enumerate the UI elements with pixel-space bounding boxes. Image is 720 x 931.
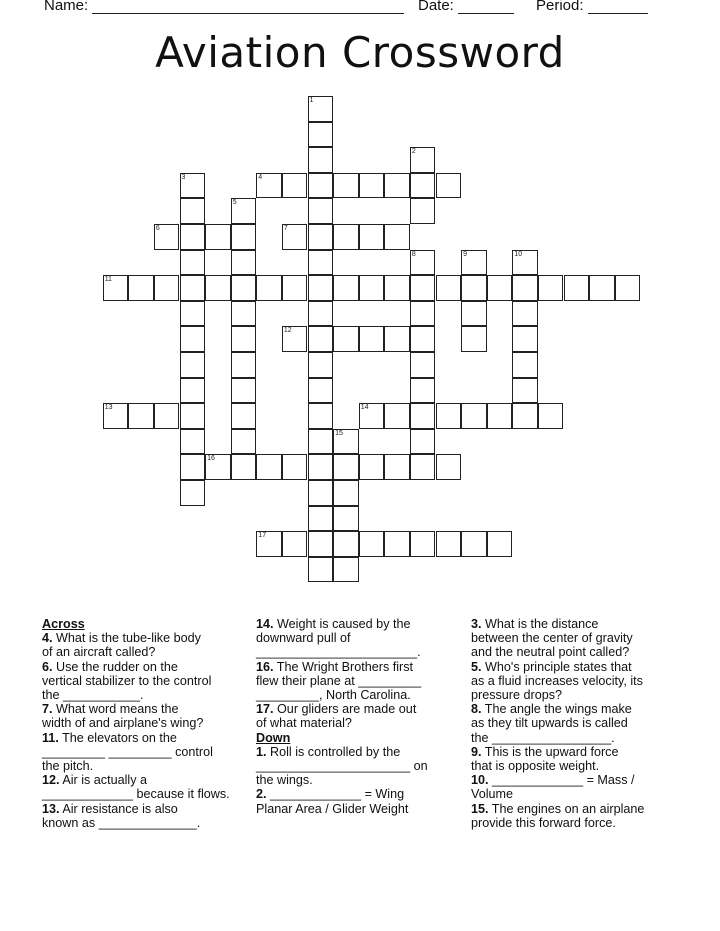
clue-text: vertical stabilizer to the control — [42, 673, 212, 688]
crossword-cell[interactable] — [410, 531, 436, 557]
crossword-cell[interactable] — [333, 224, 359, 250]
crossword-cell[interactable] — [384, 173, 410, 199]
date-label: Date: — [418, 0, 454, 14]
crossword-cell[interactable] — [308, 224, 334, 250]
clue-text: known as ______________. — [42, 815, 201, 830]
crossword-cell[interactable] — [487, 531, 513, 557]
clue-text: This is the upward force — [481, 744, 619, 759]
clue-number-label: 13. — [42, 801, 60, 816]
crossword-cell[interactable] — [410, 198, 436, 224]
clue-text: Air is actually a — [59, 773, 148, 788]
crossword-cell[interactable] — [308, 429, 334, 455]
crossword-cell[interactable] — [308, 275, 334, 301]
crossword-cell[interactable] — [333, 480, 359, 506]
crossword-cell[interactable] — [359, 454, 385, 480]
crossword-cell[interactable] — [308, 198, 334, 224]
clue-number: 10 — [514, 250, 523, 258]
clue-line — [471, 745, 691, 759]
clue-text: Planar Area / Glider Weight — [256, 801, 409, 816]
crossword-cell[interactable] — [410, 326, 436, 352]
crossword-cell[interactable] — [231, 224, 257, 250]
clue-number-label: 8. — [471, 702, 482, 717]
crossword-cell[interactable] — [410, 429, 436, 455]
crossword-cell[interactable] — [538, 403, 564, 429]
clue-line — [471, 660, 691, 674]
crossword-cell[interactable] — [461, 250, 487, 276]
clue-line — [42, 802, 252, 816]
crossword-cell[interactable] — [308, 326, 334, 352]
crossword-cell[interactable] — [461, 275, 487, 301]
crossword-cell[interactable] — [589, 275, 615, 301]
crossword-cell[interactable] — [410, 301, 436, 327]
crossword-cell[interactable] — [333, 429, 359, 455]
clue-number: 11 — [104, 276, 112, 284]
clue-number: 9 — [463, 250, 467, 258]
crossword-cell[interactable] — [154, 275, 180, 301]
crossword-cell[interactable] — [180, 173, 206, 199]
clue-line — [256, 617, 456, 631]
crossword-cell[interactable] — [205, 454, 231, 480]
crossword-cell[interactable] — [512, 301, 538, 327]
clue-text: ______________________ on — [256, 759, 428, 774]
clue-text: What word means the — [52, 702, 179, 717]
crossword-cell[interactable] — [410, 147, 436, 173]
crossword-cell[interactable] — [410, 378, 436, 404]
clue-line — [42, 688, 252, 702]
crossword-cell[interactable] — [256, 173, 282, 199]
crossword-cell[interactable] — [282, 173, 308, 199]
crossword-cell[interactable] — [410, 275, 436, 301]
crossword-cell[interactable] — [231, 198, 257, 224]
crossword-cell[interactable] — [384, 326, 410, 352]
crossword-cell[interactable] — [256, 454, 282, 480]
crossword-cell[interactable] — [205, 275, 231, 301]
crossword-cell[interactable] — [180, 198, 206, 224]
page-title: Aviation Crossword — [155, 28, 565, 77]
crossword-cell[interactable] — [180, 250, 206, 276]
clue-text: The elevators on the — [58, 730, 177, 745]
crossword-cell[interactable] — [333, 173, 359, 199]
crossword-cell[interactable] — [282, 531, 308, 557]
clue-text: Weight is caused by the — [273, 617, 411, 631]
clue-line — [256, 773, 456, 787]
crossword-cell[interactable] — [384, 454, 410, 480]
clue-line — [256, 787, 456, 801]
clue-line — [256, 674, 456, 688]
clue-line — [471, 787, 691, 801]
clue-number-label: 3. — [471, 617, 482, 631]
crossword-cell[interactable] — [154, 224, 180, 250]
crossword-cell[interactable] — [308, 378, 334, 404]
crossword-cell[interactable] — [308, 557, 334, 583]
crossword-cell[interactable] — [308, 531, 334, 557]
crossword-cell[interactable] — [461, 531, 487, 557]
crossword-cell[interactable] — [231, 403, 257, 429]
crossword-cell[interactable] — [308, 173, 334, 199]
crossword-cell[interactable] — [333, 454, 359, 480]
clue-text: as they tilt upwards is called — [471, 716, 628, 731]
crossword-cell[interactable] — [231, 326, 257, 352]
crossword-cell[interactable] — [308, 506, 334, 532]
clue-text: of an aircraft called? — [42, 645, 156, 660]
crossword-cell[interactable] — [436, 531, 462, 557]
clue-text: Use the rudder on the — [52, 659, 178, 674]
clue-text: the ___________. — [42, 688, 144, 703]
clue-line — [471, 645, 691, 659]
clue-number-label: 14. — [256, 617, 274, 631]
clue-number: 17 — [258, 532, 267, 540]
clue-line — [471, 816, 691, 830]
clue-line — [471, 631, 691, 645]
clue-number: 14 — [360, 404, 369, 412]
clue-line — [471, 773, 691, 787]
clue-number-label: 6. — [42, 659, 53, 674]
clue-number-label: 7. — [42, 702, 53, 717]
clue-line — [42, 731, 252, 745]
crossword-cell[interactable] — [384, 275, 410, 301]
crossword-cell[interactable] — [180, 429, 206, 455]
clue-line — [42, 674, 252, 688]
crossword-cell[interactable] — [180, 378, 206, 404]
clue-text: flew their plane at _________ — [256, 673, 422, 688]
crossword-cell[interactable] — [282, 224, 308, 250]
clue-number: 8 — [411, 250, 416, 258]
clue-line — [471, 617, 691, 631]
crossword-cell[interactable] — [180, 301, 206, 327]
clue-line — [256, 716, 456, 730]
clue-text: _________ _________ control — [42, 744, 213, 759]
clue-text: The Wright Brothers first — [273, 659, 414, 674]
clue-text: the pitch. — [42, 759, 94, 774]
crossword-cell[interactable] — [359, 275, 385, 301]
clue-text: Roll is controlled by the — [266, 744, 401, 759]
crossword-cell[interactable] — [308, 147, 334, 173]
crossword-cell[interactable] — [359, 224, 385, 250]
clue-line — [42, 660, 252, 674]
crossword-cell[interactable] — [256, 531, 282, 557]
clue-text: width of and airplane's wing? — [42, 716, 204, 731]
clue-text: _____________ = Mass / — [488, 773, 635, 788]
clue-number-label: 1. — [256, 744, 267, 759]
crossword-cell[interactable] — [564, 275, 590, 301]
clue-line — [471, 731, 691, 745]
clue-heading: Across — [42, 617, 85, 631]
clue-text: Volume — [471, 787, 514, 802]
clue-text: of what material? — [256, 716, 352, 731]
clue-text: the _________________. — [471, 730, 615, 745]
crossword-cell[interactable] — [410, 454, 436, 480]
crossword-cell[interactable] — [308, 301, 334, 327]
crossword-cell[interactable] — [512, 403, 538, 429]
clue-text: as a fluid increases velocity, its — [471, 673, 643, 688]
clues-column-3 — [471, 617, 691, 830]
crossword-cell[interactable] — [436, 403, 462, 429]
clues-column-2 — [256, 617, 456, 816]
clue-number: 3 — [181, 173, 186, 181]
crossword-cell[interactable] — [282, 454, 308, 480]
clue-text: Our gliders are made out — [273, 702, 417, 717]
crossword-cell[interactable] — [103, 403, 129, 429]
crossword-cell[interactable] — [436, 173, 462, 199]
crossword-cell[interactable] — [180, 403, 206, 429]
clue-text: pressure drops? — [471, 688, 563, 703]
clue-number-label: 5. — [471, 659, 482, 674]
crossword-cell[interactable] — [128, 403, 154, 429]
clue-number-label: 17. — [256, 702, 274, 717]
clue-line — [471, 802, 691, 816]
clue-text: _____________ because it flows. — [42, 787, 230, 802]
clue-text: _______________________. — [256, 645, 421, 660]
crossword-cell[interactable] — [308, 250, 334, 276]
crossword-cell[interactable] — [384, 224, 410, 250]
clue-line — [256, 631, 456, 645]
clue-number-label: 4. — [42, 631, 53, 646]
crossword-cell[interactable] — [231, 352, 257, 378]
clue-line — [256, 802, 456, 816]
clue-text: What is the tube-like body — [52, 631, 201, 646]
clue-number: 12 — [283, 327, 292, 335]
clue-text: and the neutral point called? — [471, 645, 630, 660]
crossword-cell[interactable] — [461, 326, 487, 352]
crossword-cell[interactable] — [231, 275, 257, 301]
crossword-cell[interactable] — [231, 250, 257, 276]
clue-number: 13 — [104, 404, 113, 412]
clue-number-label: 9. — [471, 744, 482, 759]
clue-line — [42, 645, 252, 659]
clue-line — [471, 716, 691, 730]
clue-text: The engines on an airplane — [488, 801, 645, 816]
crossword-cell[interactable] — [512, 250, 538, 276]
crossword-cell[interactable] — [180, 454, 206, 480]
crossword-cell[interactable] — [512, 326, 538, 352]
clue-number: 2 — [411, 148, 416, 156]
name-label: Name: — [44, 0, 89, 14]
crossword-cell[interactable] — [384, 531, 410, 557]
crossword-cell[interactable] — [308, 454, 334, 480]
crossword-cell[interactable] — [359, 403, 385, 429]
crossword-cell[interactable] — [308, 403, 334, 429]
crossword-cell[interactable] — [359, 531, 385, 557]
clue-text: the wings. — [256, 773, 313, 788]
crossword-cell[interactable] — [333, 531, 359, 557]
clue-number: 7 — [283, 225, 288, 232]
clue-line — [42, 816, 252, 830]
period-label: Period: — [536, 0, 584, 14]
crossword-cell[interactable] — [333, 557, 359, 583]
clue-text: that is opposite weight. — [471, 759, 600, 774]
crossword-cell[interactable] — [180, 352, 206, 378]
crossword-cell[interactable] — [410, 352, 436, 378]
crossword-cell[interactable] — [410, 403, 436, 429]
crossword-cell[interactable] — [231, 301, 257, 327]
clue-text: downward pull of — [256, 631, 351, 646]
clue-number: 15 — [335, 429, 343, 437]
clue-heading: Down — [256, 730, 291, 745]
clue-line — [471, 674, 691, 688]
clue-number: 5 — [232, 199, 237, 207]
clue-line — [471, 702, 691, 716]
crossword-cell[interactable] — [231, 454, 257, 480]
crossword-cell[interactable] — [333, 275, 359, 301]
crossword-cell[interactable] — [256, 275, 282, 301]
crossword-cell[interactable] — [512, 378, 538, 404]
clue-number-label: 16. — [256, 659, 274, 674]
crossword-cell[interactable] — [333, 506, 359, 532]
crossword-cell[interactable] — [282, 275, 308, 301]
clue-text: Who's principle states that — [481, 659, 632, 674]
clue-number-label: 12. — [42, 773, 60, 788]
clue-line — [256, 688, 456, 702]
clue-number: 1 — [309, 97, 314, 104]
clue-line — [471, 688, 691, 702]
crossword-cell[interactable] — [436, 454, 462, 480]
clue-line — [42, 631, 252, 645]
crossword-cell[interactable] — [359, 326, 385, 352]
clue-line — [42, 702, 252, 716]
crossword-cell[interactable] — [308, 96, 334, 122]
crossword-cell[interactable] — [128, 275, 154, 301]
crossword-cell[interactable] — [180, 326, 206, 352]
crossword-cell[interactable] — [615, 275, 641, 301]
crossword-cell[interactable] — [180, 480, 206, 506]
clue-text: Air resistance is also — [59, 801, 178, 816]
clue-text: provide this forward force. — [471, 815, 616, 830]
clue-number-label: 10. — [471, 773, 489, 788]
crossword-cell[interactable] — [538, 275, 564, 301]
crossword-cell[interactable] — [436, 275, 462, 301]
crossword-cell[interactable] — [512, 352, 538, 378]
crossword-cell[interactable] — [180, 275, 206, 301]
clue-number-label: 2. — [256, 787, 267, 802]
clue-number: 4 — [258, 173, 263, 181]
crossword-cell[interactable] — [308, 122, 334, 148]
clues-column-1 — [42, 617, 252, 830]
clue-line — [42, 716, 252, 730]
clue-number-label: 11. — [42, 730, 59, 745]
clue-text: What is the distance — [481, 617, 599, 631]
clue-line — [256, 759, 456, 773]
clue-line — [256, 745, 456, 759]
crossword-cell[interactable] — [487, 275, 513, 301]
clue-line — [256, 645, 456, 659]
clue-number-label: 15. — [471, 801, 489, 816]
clue-line — [471, 759, 691, 773]
crossword-cell[interactable] — [231, 378, 257, 404]
clue-line — [42, 787, 252, 801]
crossword-cell[interactable] — [461, 403, 487, 429]
crossword-cell[interactable] — [308, 352, 334, 378]
clue-line — [42, 745, 252, 759]
clue-line — [256, 702, 456, 716]
clue-line — [256, 660, 456, 674]
clue-number: 6 — [155, 225, 160, 232]
crossword-cell[interactable] — [231, 429, 257, 455]
crossword-cell[interactable] — [410, 250, 436, 276]
crossword-cell[interactable] — [154, 403, 180, 429]
clue-line — [42, 773, 252, 787]
clue-text: _____________ = Wing — [266, 787, 405, 802]
clue-text: _________, North Carolina. — [256, 688, 411, 703]
crossword-cell[interactable] — [359, 173, 385, 199]
crossword-cell[interactable] — [410, 173, 436, 199]
crossword-cell[interactable] — [512, 275, 538, 301]
crossword-cell[interactable] — [205, 224, 231, 250]
crossword-cell[interactable] — [180, 224, 206, 250]
clue-number: 16 — [207, 455, 215, 463]
clue-text: between the center of gravity — [471, 631, 633, 646]
crossword-cell[interactable] — [308, 480, 334, 506]
crossword-cell[interactable] — [487, 403, 513, 429]
crossword-cell[interactable] — [282, 326, 308, 352]
crossword-cell[interactable] — [461, 301, 487, 327]
crossword-cell[interactable] — [333, 326, 359, 352]
crossword-cell[interactable] — [103, 275, 129, 301]
clue-line — [42, 759, 252, 773]
clue-text: The angle the wings make — [481, 702, 632, 717]
crossword-cell[interactable] — [384, 403, 410, 429]
